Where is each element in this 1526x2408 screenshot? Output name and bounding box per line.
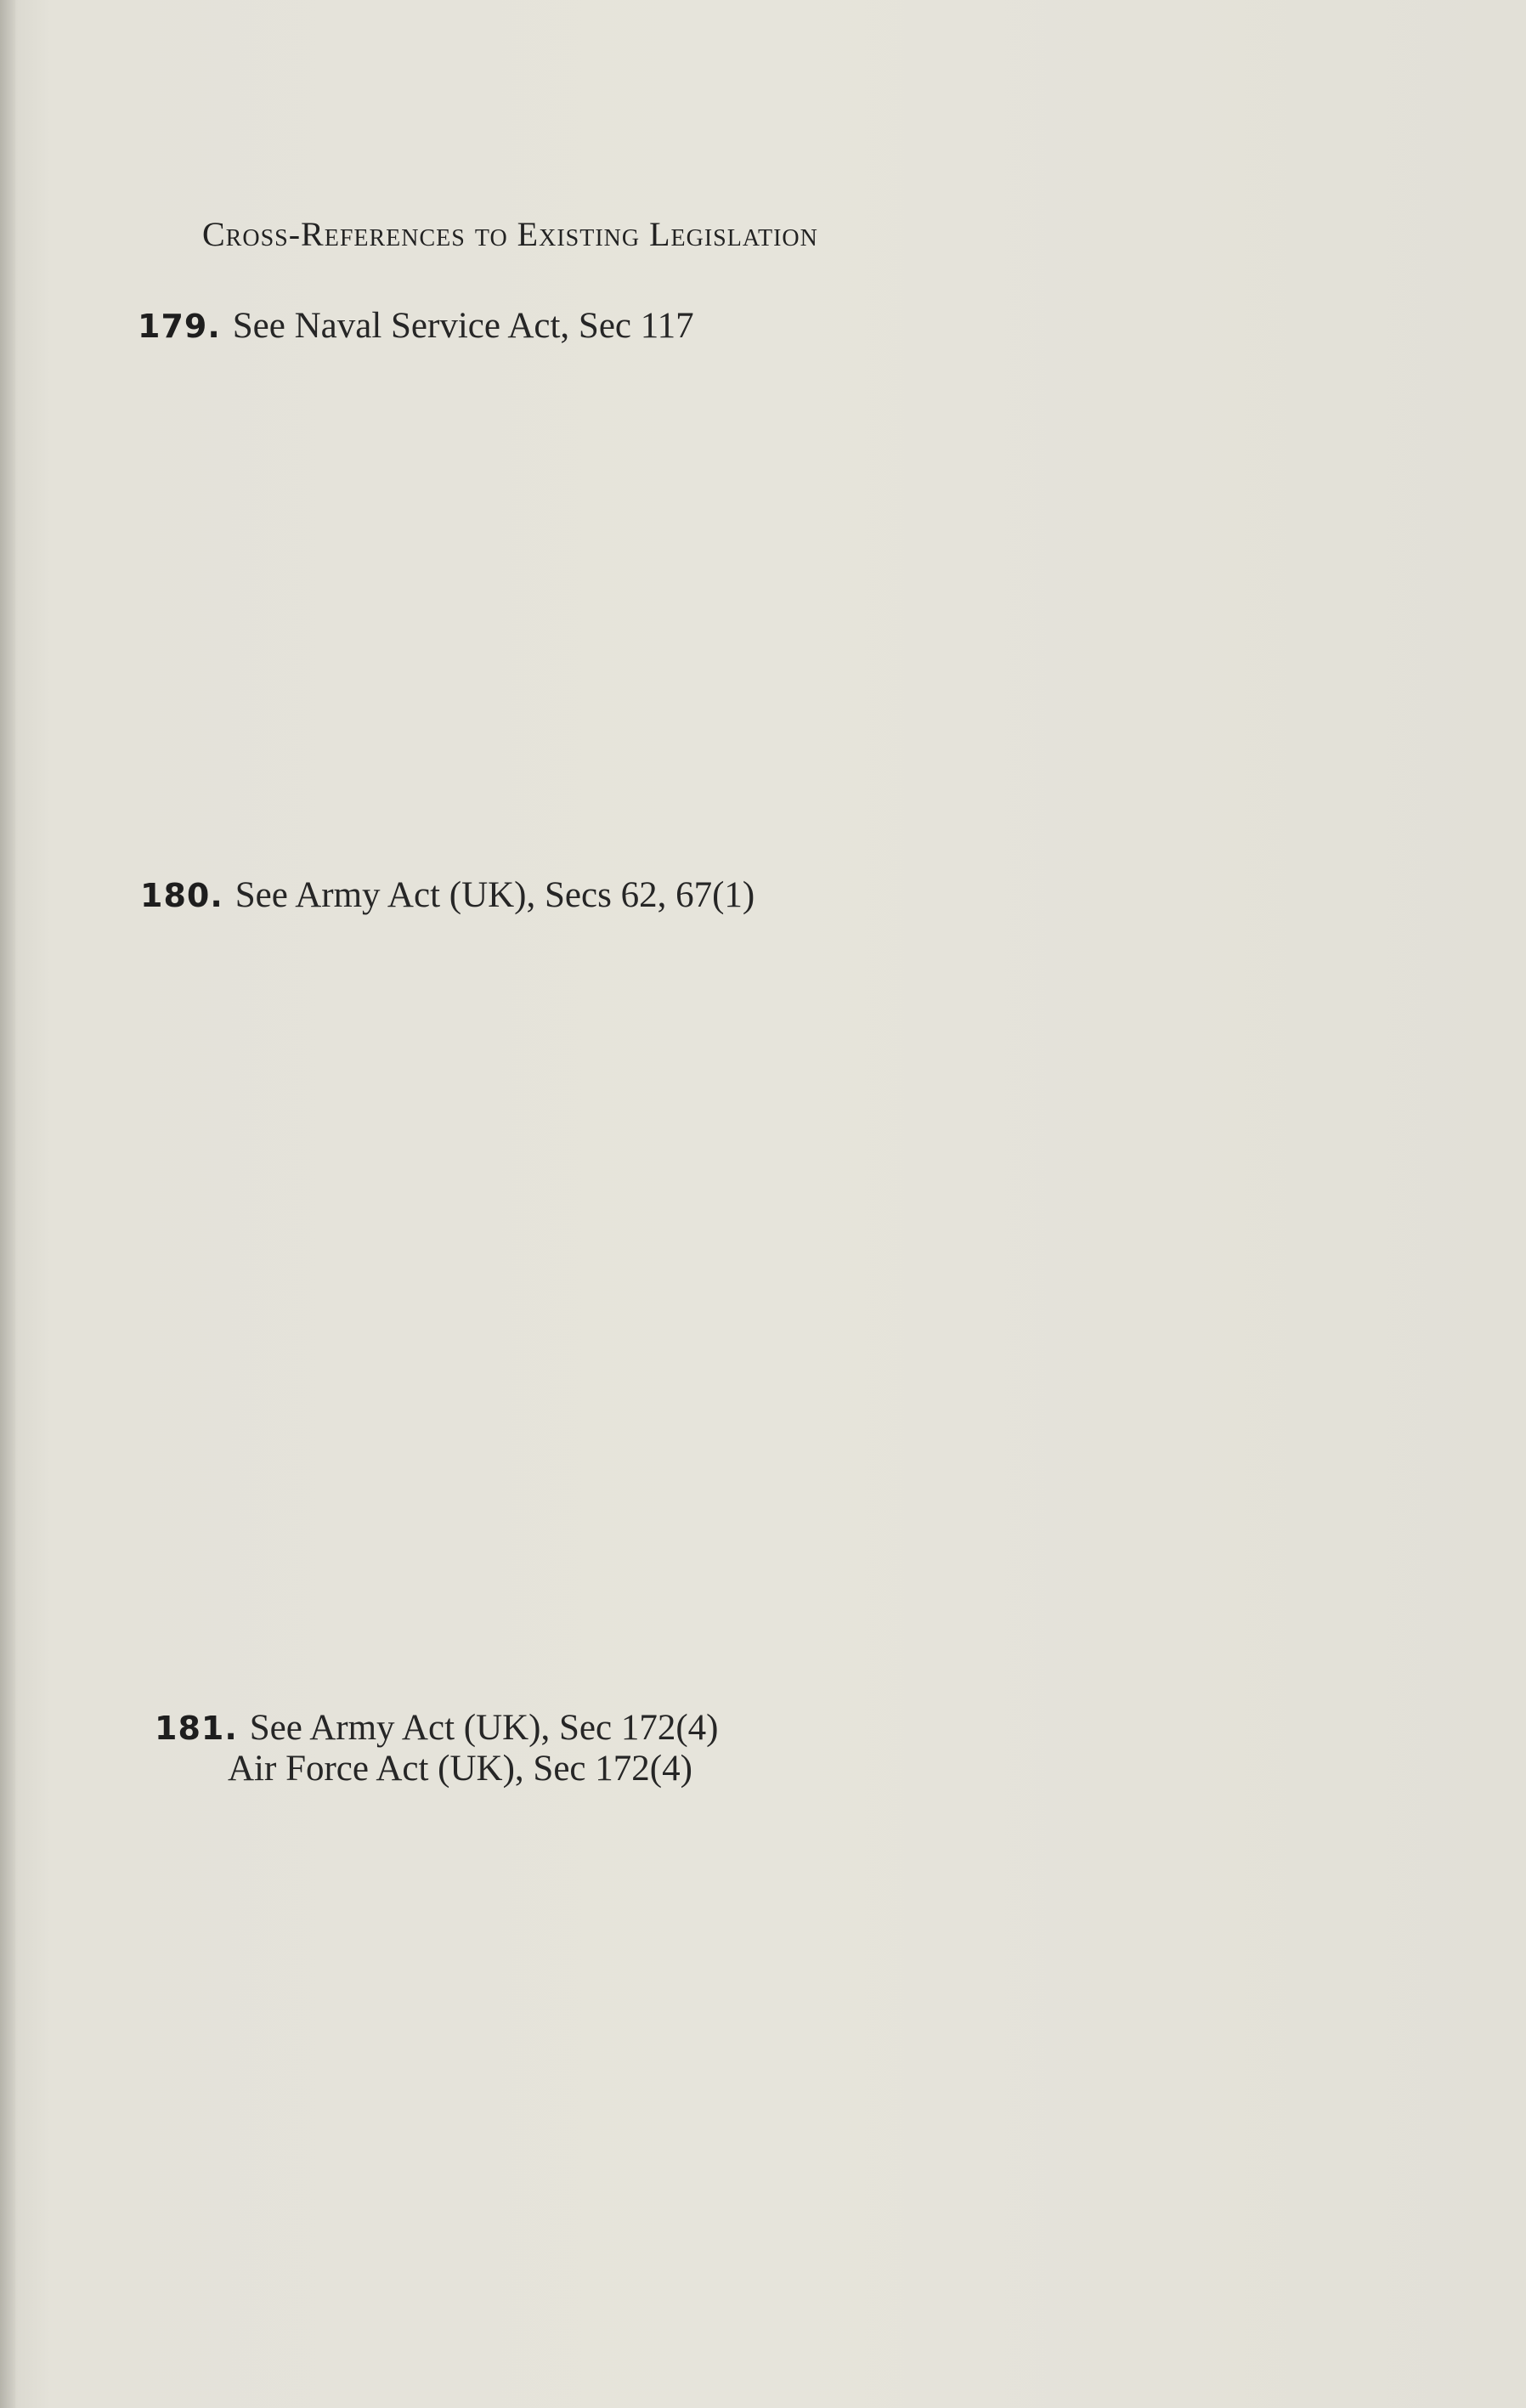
section-number: 181. xyxy=(155,1710,238,1747)
reference-text: See Army Act (UK), Sec 172(4) xyxy=(249,1708,719,1748)
cross-reference-entry-179 xyxy=(138,306,694,347)
reference-text: See Army Act (UK), Secs 62, 67(1) xyxy=(235,875,755,915)
cross-reference-entry-180 xyxy=(140,875,755,916)
cross-reference-entry-181 xyxy=(155,1708,718,1789)
page-heading: Cross-References to Existing Legislation xyxy=(202,215,818,253)
page-binding-edge xyxy=(0,0,15,2408)
reference-text: See Naval Service Act, Sec 117 xyxy=(232,306,694,346)
section-number: 179. xyxy=(138,308,221,345)
section-number: 180. xyxy=(140,877,223,914)
reference-continuation-text: Air Force Act (UK), Sec 172(4) xyxy=(228,1749,692,1789)
